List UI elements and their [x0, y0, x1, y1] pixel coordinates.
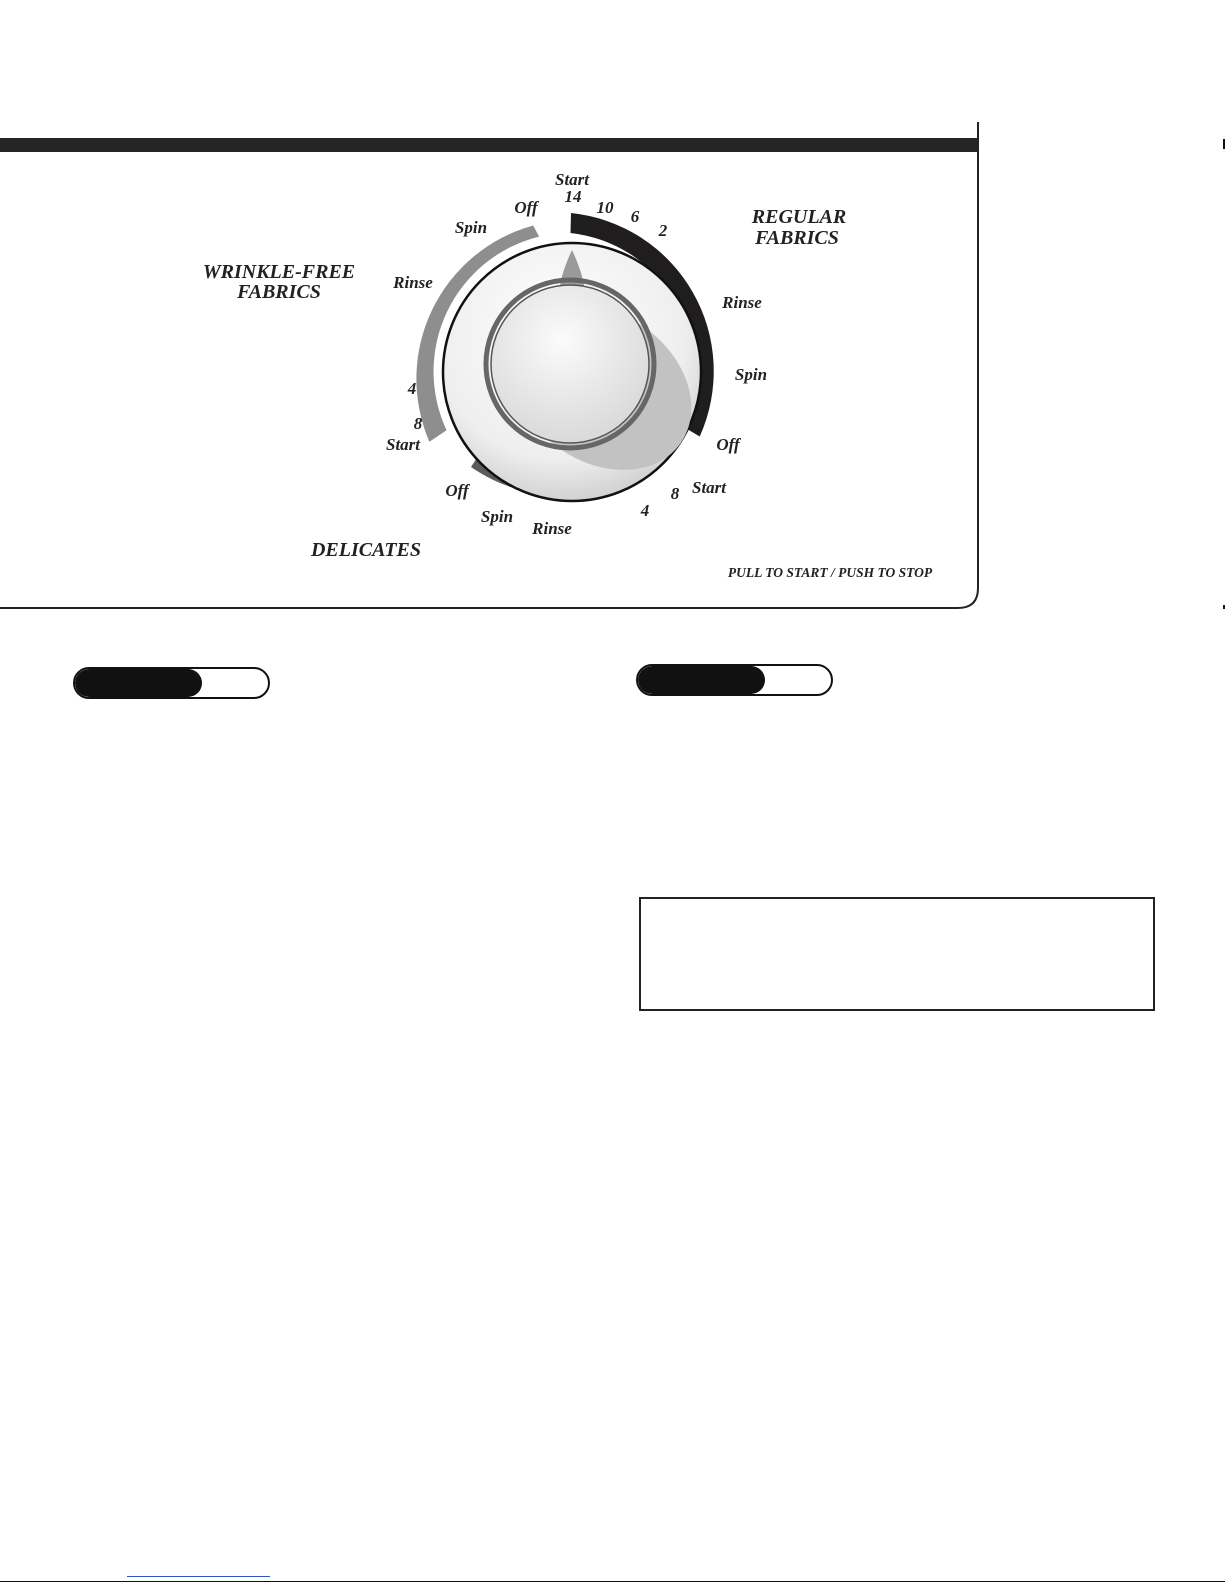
group-label-delicates: DELICATES	[310, 539, 422, 561]
regular-start-mark: Start	[554, 170, 590, 189]
section-tab-right	[636, 664, 833, 696]
regular-off-mark: Off	[716, 435, 740, 454]
delicates-spin-mark: Spin	[480, 507, 514, 526]
group-label-wrinkle-free-2: FABRICS	[237, 281, 321, 303]
group-label-regular-2: FABRICS	[755, 227, 839, 249]
delicates-off-mark: Off	[445, 481, 469, 500]
delicates-start-mark: Start	[691, 478, 727, 497]
section-tab-left	[73, 667, 270, 699]
wrinkle-free-spin-mark: Spin	[454, 218, 488, 237]
wrinkle-free-4-mark: 4	[407, 379, 417, 398]
pull-push-instruction: PULL TO START / PUSH TO STOP	[727, 565, 933, 580]
regular-2-mark: 2	[658, 221, 668, 240]
group-label-regular-1: REGULAR	[751, 206, 847, 228]
footer-link-underline[interactable]	[127, 1576, 270, 1577]
wrinkle-free-start-mark: Start	[385, 435, 421, 454]
delicates-4-mark: 4	[640, 501, 650, 520]
group-label-wrinkle-free-1: WRINKLE-FREE	[202, 261, 356, 283]
delicates-8-mark: 8	[670, 484, 680, 503]
regular-rinse-mark: Rinse	[722, 293, 762, 312]
panel-top-bar	[0, 138, 978, 152]
section-tab-left-fill	[75, 669, 202, 697]
regular-spin-mark: Spin	[734, 365, 768, 384]
footer-rule	[0, 1581, 1225, 1582]
control-panel	[0, 0, 1225, 620]
note-box	[639, 897, 1155, 1011]
wrinkle-free-off-mark: Off	[514, 198, 538, 217]
section-tab-right-fill	[638, 666, 765, 694]
knob-cap	[491, 285, 649, 443]
wrinkle-free-rinse-mark: Rinse	[393, 273, 433, 292]
wrinkle-free-8-mark: 8	[413, 414, 423, 433]
delicates-rinse-mark: Rinse	[532, 519, 572, 538]
regular-10-mark: 10	[596, 198, 614, 217]
regular-6-mark: 6	[630, 207, 640, 226]
regular-14-mark: 14	[564, 187, 582, 206]
